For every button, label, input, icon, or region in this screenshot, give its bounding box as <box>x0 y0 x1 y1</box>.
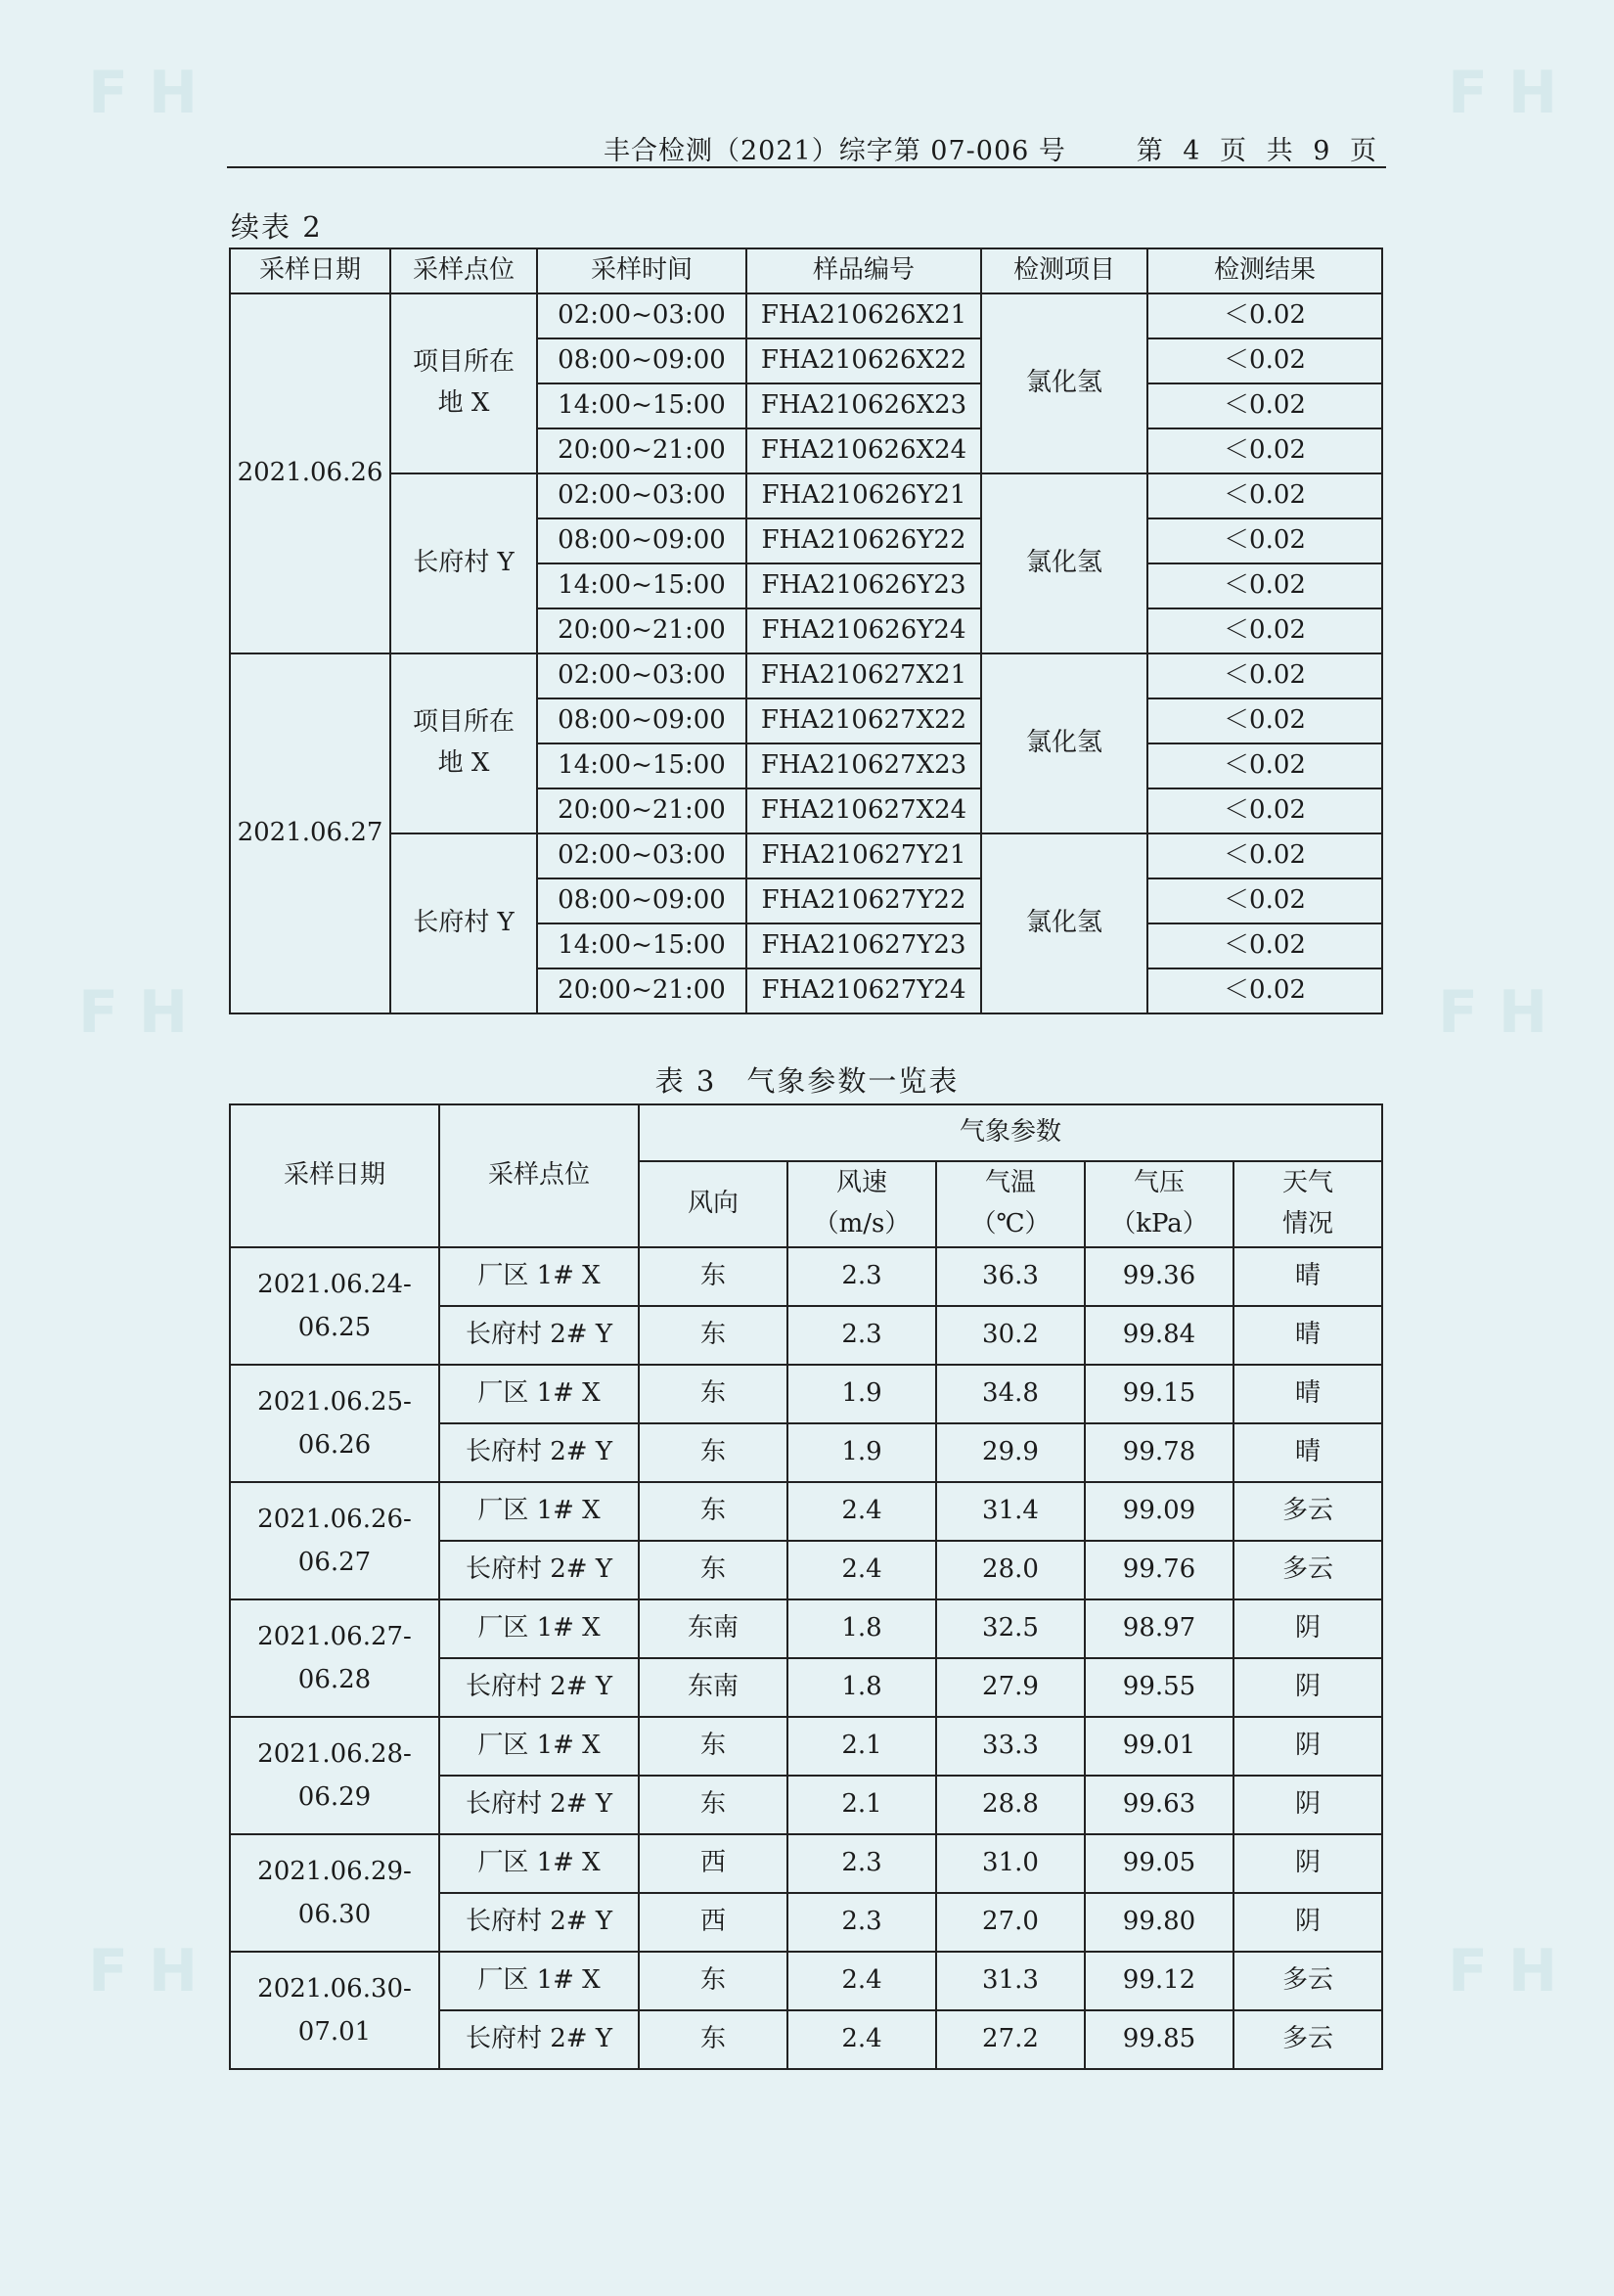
temperature: 36.3 <box>936 1247 1085 1306</box>
weather-condition: 阴 <box>1233 1893 1382 1952</box>
col-header-weather-params: 气象参数 <box>639 1104 1382 1161</box>
wind-direction: 东 <box>639 1952 787 2010</box>
col-header-date: 采样日期 <box>230 248 390 293</box>
wind-speed: 2.3 <box>787 1306 936 1365</box>
sampling-period-start: 2021.06.24- <box>257 1269 412 1299</box>
weather-label-1: 天气 <box>1281 1168 1333 1198</box>
table-row <box>230 653 1382 698</box>
sampling-site: 长府村 2# Y <box>439 1423 639 1482</box>
sampling-date: 2021.06.26 <box>230 293 390 653</box>
table-row <box>230 1952 1382 2010</box>
sample-id: FHA210626Y21 <box>746 473 981 518</box>
sampling-time: 02:00~03:00 <box>537 293 746 338</box>
sampling-site: 长府村 2# Y <box>439 2010 639 2069</box>
sampling-period <box>230 1834 439 1952</box>
sample-id: FHA210626X22 <box>746 338 981 383</box>
test-result: ＜0.02 <box>1147 743 1382 788</box>
col-header-weather <box>1233 1161 1382 1247</box>
watermark: F H <box>1448 59 1558 127</box>
sampling-time: 02:00~03:00 <box>537 833 746 878</box>
temperature: 31.4 <box>936 1482 1085 1541</box>
pressure: 99.55 <box>1085 1658 1233 1717</box>
test-result: ＜0.02 <box>1147 518 1382 563</box>
sampling-time: 14:00~15:00 <box>537 923 746 968</box>
pressure: 98.97 <box>1085 1599 1233 1658</box>
sampling-period-end: 07.01 <box>297 2017 372 2047</box>
wind-speed: 2.1 <box>787 1717 936 1776</box>
wind-speed: 2.4 <box>787 1541 936 1599</box>
sampling-time: 08:00~09:00 <box>537 698 746 743</box>
sampling-site: 厂区 1# X <box>439 1599 639 1658</box>
table-row <box>230 1834 1382 1893</box>
col-header-wind-speed <box>787 1161 936 1247</box>
sample-id: FHA210626Y22 <box>746 518 981 563</box>
test-result: ＜0.02 <box>1147 563 1382 608</box>
sampling-site: 厂区 1# X <box>439 1247 639 1306</box>
sample-id: FHA210627Y21 <box>746 833 981 878</box>
temperature: 28.8 <box>936 1776 1085 1834</box>
temperature: 31.0 <box>936 1834 1085 1893</box>
pressure: 99.05 <box>1085 1834 1233 1893</box>
weather-condition: 阴 <box>1233 1717 1382 1776</box>
test-result: ＜0.02 <box>1147 383 1382 428</box>
table-row <box>230 293 1382 338</box>
weather-condition: 阴 <box>1233 1599 1382 1658</box>
sampling-time: 02:00~03:00 <box>537 653 746 698</box>
test-item: 氯化氢 <box>981 653 1147 833</box>
weather-condition: 晴 <box>1233 1306 1382 1365</box>
table-row <box>230 1717 1382 1776</box>
wind-speed: 2.4 <box>787 2010 936 2069</box>
sampling-period-end: 06.28 <box>297 1665 372 1694</box>
pressure: 99.09 <box>1085 1482 1233 1541</box>
test-result: ＜0.02 <box>1147 968 1382 1013</box>
weather-condition: 多云 <box>1233 2010 1382 2069</box>
wind-speed: 2.3 <box>787 1834 936 1893</box>
wind-direction: 东 <box>639 1541 787 1599</box>
wind-direction: 东 <box>639 1423 787 1482</box>
temperature: 27.2 <box>936 2010 1085 2069</box>
test-result: ＜0.02 <box>1147 833 1382 878</box>
weather-condition: 阴 <box>1233 1776 1382 1834</box>
temperature: 31.3 <box>936 1952 1085 2010</box>
pressure: 99.63 <box>1085 1776 1233 1834</box>
test-result: ＜0.02 <box>1147 293 1382 338</box>
wind-direction: 东 <box>639 1482 787 1541</box>
sampling-site: 项目所在地 X <box>390 293 537 473</box>
sampling-time: 14:00~15:00 <box>537 383 746 428</box>
sample-id: FHA210627X23 <box>746 743 981 788</box>
sampling-period-start: 2021.06.30- <box>257 1973 412 2003</box>
report-number: 丰合检测（2021）综字第 07-006 号 <box>604 136 1066 166</box>
sampling-time: 20:00~21:00 <box>537 968 746 1013</box>
sampling-time: 20:00~21:00 <box>537 608 746 653</box>
sample-id: FHA210627X21 <box>746 653 981 698</box>
table-row <box>230 833 1382 878</box>
wind-speed: 2.3 <box>787 1893 936 1952</box>
test-result: ＜0.02 <box>1147 608 1382 653</box>
sampling-time: 08:00~09:00 <box>537 878 746 923</box>
test-item: 氯化氢 <box>981 833 1147 1013</box>
sampling-period-start: 2021.06.26- <box>257 1504 412 1534</box>
temperature-unit: （℃） <box>970 1209 1051 1238</box>
temperature: 33.3 <box>936 1717 1085 1776</box>
test-result: ＜0.02 <box>1147 428 1382 473</box>
sample-id: FHA210627Y23 <box>746 923 981 968</box>
weather-condition: 晴 <box>1233 1247 1382 1306</box>
pressure: 99.15 <box>1085 1365 1233 1423</box>
temperature: 29.9 <box>936 1423 1085 1482</box>
test-result: ＜0.02 <box>1147 653 1382 698</box>
sampling-time: 02:00~03:00 <box>537 473 746 518</box>
table-row <box>230 1482 1382 1541</box>
weather-condition: 晴 <box>1233 1423 1382 1482</box>
sample-id: FHA210627X22 <box>746 698 981 743</box>
temperature: 32.5 <box>936 1599 1085 1658</box>
wind-speed: 2.4 <box>787 1952 936 2010</box>
wind-direction: 东 <box>639 1717 787 1776</box>
table3-caption: 表 3 气象参数一览表 <box>654 1064 960 1098</box>
wind-direction: 东南 <box>639 1599 787 1658</box>
col-header-test-item: 检测项目 <box>981 248 1147 293</box>
test-item: 氯化氢 <box>981 293 1147 473</box>
sampling-time: 08:00~09:00 <box>537 518 746 563</box>
col-header-wind-direction: 风向 <box>639 1161 787 1247</box>
sampling-period-start: 2021.06.28- <box>257 1738 412 1769</box>
table-row <box>230 1365 1382 1423</box>
test-result: ＜0.02 <box>1147 338 1382 383</box>
sampling-site: 厂区 1# X <box>439 1952 639 2010</box>
sample-id: FHA210627X24 <box>746 788 981 833</box>
sampling-date: 2021.06.27 <box>230 653 390 1013</box>
wind-speed: 2.1 <box>787 1776 936 1834</box>
pressure: 99.36 <box>1085 1247 1233 1306</box>
sampling-site: 厂区 1# X <box>439 1365 639 1423</box>
sampling-time: 14:00~15:00 <box>537 563 746 608</box>
sample-id: FHA210626X23 <box>746 383 981 428</box>
sampling-site: 长府村 Y <box>390 833 537 1013</box>
sampling-site: 厂区 1# X <box>439 1834 639 1893</box>
table-row <box>230 473 1382 518</box>
sampling-site: 长府村 2# Y <box>439 1658 639 1717</box>
temperature: 30.2 <box>936 1306 1085 1365</box>
wind-direction: 东 <box>639 1306 787 1365</box>
table-row <box>230 1599 1382 1658</box>
col-header-time: 采样时间 <box>537 248 746 293</box>
sampling-period-start: 2021.06.27- <box>257 1621 412 1651</box>
sampling-site: 长府村 2# Y <box>439 1541 639 1599</box>
sampling-period-end: 06.25 <box>297 1313 372 1342</box>
pressure-label: 气压 <box>1133 1168 1185 1198</box>
col-header-date: 采样日期 <box>230 1104 439 1247</box>
watermark: F H <box>1448 1937 1558 2005</box>
watermark: F H <box>1438 978 1548 1047</box>
wind-direction: 东 <box>639 1247 787 1306</box>
sampling-period-start: 2021.06.29- <box>257 1856 412 1886</box>
pressure: 99.76 <box>1085 1541 1233 1599</box>
sampling-site: 长府村 2# Y <box>439 1776 639 1834</box>
pressure-unit: （kPa） <box>1110 1209 1208 1238</box>
test-item: 氯化氢 <box>981 473 1147 653</box>
sampling-site: 厂区 1# X <box>439 1717 639 1776</box>
wind-direction: 东 <box>639 1365 787 1423</box>
watermark: F H <box>88 59 199 127</box>
sample-id: FHA210626X21 <box>746 293 981 338</box>
wind-speed: 1.8 <box>787 1658 936 1717</box>
pressure: 99.84 <box>1085 1306 1233 1365</box>
weather-params-body <box>230 1247 1382 2069</box>
wind-speed: 2.4 <box>787 1482 936 1541</box>
sampling-period <box>230 1717 439 1834</box>
sampling-period-start: 2021.06.25- <box>257 1386 412 1417</box>
temperature-label: 气温 <box>984 1168 1036 1198</box>
sampling-site: 厂区 1# X <box>439 1482 639 1541</box>
sampling-time: 08:00~09:00 <box>537 338 746 383</box>
sampling-period <box>230 1482 439 1599</box>
weather-condition: 阴 <box>1233 1658 1382 1717</box>
wind-speed: 2.3 <box>787 1247 936 1306</box>
test-result: ＜0.02 <box>1147 788 1382 833</box>
wind-direction: 东 <box>639 2010 787 2069</box>
sampling-period-end: 06.26 <box>297 1430 372 1460</box>
weather-condition: 多云 <box>1233 1952 1382 2010</box>
wind-speed: 1.8 <box>787 1599 936 1658</box>
hcl-results-table <box>229 248 1383 1014</box>
sampling-site: 长府村 Y <box>390 473 537 653</box>
col-header-result: 检测结果 <box>1147 248 1382 293</box>
temperature: 34.8 <box>936 1365 1085 1423</box>
wind-direction: 西 <box>639 1834 787 1893</box>
sampling-period <box>230 1365 439 1482</box>
wind-speed: 1.9 <box>787 1365 936 1423</box>
page-number: 第 4 页 共 9 页 <box>1136 136 1382 166</box>
sample-id: FHA210626Y23 <box>746 563 981 608</box>
watermark: F H <box>78 978 189 1047</box>
wind-speed-label: 风速 <box>835 1168 887 1198</box>
sample-id: FHA210626Y24 <box>746 608 981 653</box>
pressure: 99.01 <box>1085 1717 1233 1776</box>
table-row <box>230 1247 1382 1306</box>
pressure: 99.78 <box>1085 1423 1233 1482</box>
sampling-period-end: 06.27 <box>297 1548 372 1577</box>
hcl-results-body <box>230 293 1382 1013</box>
sampling-period-end: 06.29 <box>297 1782 372 1812</box>
weather-condition: 多云 <box>1233 1482 1382 1541</box>
col-header-pressure <box>1085 1161 1233 1247</box>
sample-id: FHA210626X24 <box>746 428 981 473</box>
sampling-site: 长府村 2# Y <box>439 1306 639 1365</box>
watermark: F H <box>88 1937 199 2005</box>
sampling-period <box>230 1247 439 1365</box>
temperature: 27.0 <box>936 1893 1085 1952</box>
test-result: ＜0.02 <box>1147 923 1382 968</box>
pressure: 99.12 <box>1085 1952 1233 2010</box>
weather-condition: 多云 <box>1233 1541 1382 1599</box>
weather-params-table <box>229 1103 1383 2070</box>
table2-caption: 续表 2 <box>231 210 323 244</box>
pressure: 99.80 <box>1085 1893 1233 1952</box>
wind-direction: 西 <box>639 1893 787 1952</box>
wind-direction: 东南 <box>639 1658 787 1717</box>
sampling-time: 14:00~15:00 <box>537 743 746 788</box>
sampling-period-end: 06.30 <box>297 1900 372 1929</box>
page-header <box>227 125 1386 168</box>
weather-label-2: 情况 <box>1281 1209 1333 1238</box>
col-header-site: 采样点位 <box>390 248 537 293</box>
wind-speed: 1.9 <box>787 1423 936 1482</box>
sample-id: FHA210627Y22 <box>746 878 981 923</box>
wind-speed-unit: （m/s） <box>813 1209 911 1238</box>
weather-condition: 阴 <box>1233 1834 1382 1893</box>
col-header-temperature <box>936 1161 1085 1247</box>
sampling-time: 20:00~21:00 <box>537 788 746 833</box>
sampling-period <box>230 1952 439 2069</box>
sampling-site: 长府村 2# Y <box>439 1893 639 1952</box>
pressure: 99.85 <box>1085 2010 1233 2069</box>
sample-id: FHA210627Y24 <box>746 968 981 1013</box>
temperature: 28.0 <box>936 1541 1085 1599</box>
sampling-period <box>230 1599 439 1717</box>
sampling-time: 20:00~21:00 <box>537 428 746 473</box>
test-result: ＜0.02 <box>1147 698 1382 743</box>
test-result: ＜0.02 <box>1147 878 1382 923</box>
wind-direction: 东 <box>639 1776 787 1834</box>
temperature: 27.9 <box>936 1658 1085 1717</box>
weather-condition: 晴 <box>1233 1365 1382 1423</box>
col-header-site: 采样点位 <box>439 1104 639 1247</box>
sampling-site: 项目所在地 X <box>390 653 537 833</box>
test-result: ＜0.02 <box>1147 473 1382 518</box>
col-header-sample-id: 样品编号 <box>746 248 981 293</box>
